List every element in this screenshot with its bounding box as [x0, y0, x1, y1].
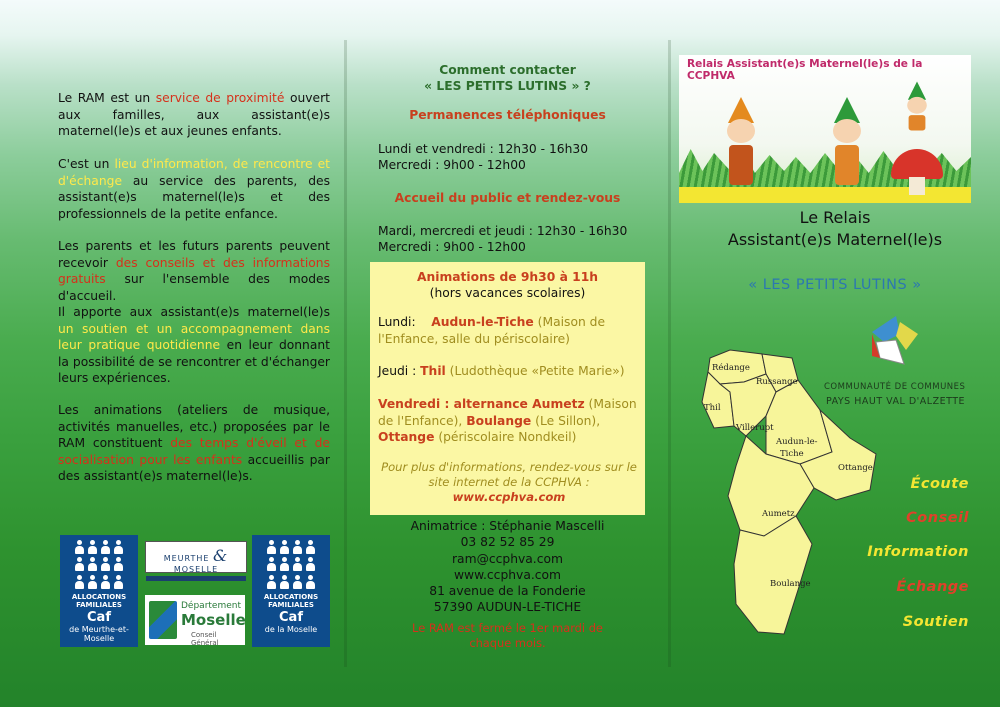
mushroom-illustration — [891, 149, 943, 179]
website-link[interactable]: www.ccphva.com — [452, 490, 566, 504]
address-street: 81 avenue de la Fonderie — [429, 584, 586, 599]
middle-panel — [345, 0, 670, 707]
petits-lutins-title: « LES PETITS LUTINS » — [748, 277, 922, 293]
left-panel — [0, 0, 345, 707]
communes-map — [700, 340, 880, 640]
departement-moselle-logo: Département Moselle Conseil Général — [145, 595, 245, 645]
contact-subtitle: « LES PETITS LUTINS » ? — [424, 79, 591, 93]
map-label: Audun-le- — [776, 437, 818, 447]
map-label: Tiche — [780, 449, 804, 459]
email-link[interactable]: ram@ccphva.com — [452, 551, 563, 566]
value-word: Écoute — [910, 476, 969, 492]
relais-title: Le Relais — [799, 208, 871, 227]
animations-paragraph: Les animations (ateliers de musique, activités manuelles, etc.) proposées par le RAM constituent des temps d'éveil et de socialisation pour les enfants accueillis par des assistant(e)s maternel(le)s. — [58, 403, 330, 484]
closure-notice: Le RAM est fermé le 1er mardi de chaque mois. — [412, 621, 603, 650]
animation-monday: Lundi: Audun-le-Tiche (Maison de l'Enfance, salle du périscolaire) — [378, 315, 606, 346]
banner-title: Relais Assistant(e)s Maternel(le)s de la CCPHVA — [687, 58, 923, 82]
value-word: Échange — [896, 579, 969, 595]
phone-number[interactable]: 03 82 52 85 29 — [460, 535, 555, 550]
meurthe-moselle-logo: MEURTHE & MOSELLE — [145, 541, 247, 573]
animations-box — [370, 262, 645, 515]
phone-hours-heading: Permanences téléphoniques — [409, 108, 606, 122]
public-hours-heading: Accueil du public et rendez-vous — [394, 191, 621, 205]
partner-logos — [60, 535, 332, 650]
elf-illustration — [907, 82, 927, 131]
elf-illustration — [833, 97, 861, 185]
value-word: Information — [867, 544, 969, 560]
family-figures-icon — [70, 540, 128, 590]
map-label: Villerupt — [736, 423, 774, 433]
cc-name-line2: PAYS HAUT VAL D'ALZETTE — [826, 396, 966, 407]
address-city: 57390 AUDUN-LE-TICHE — [433, 600, 582, 615]
value-word: Conseil — [906, 510, 969, 526]
website-link[interactable]: www.ccphva.com — [453, 567, 562, 582]
elf-illustration — [727, 97, 755, 185]
map-label: Boulange — [770, 579, 811, 589]
caf-moselle-logo: ALLOCATIONS FAMILIALES Caf de la Moselle — [252, 535, 330, 647]
contact-block — [345, 518, 670, 616]
right-panel — [670, 0, 1000, 707]
cc-name-line1: COMMUNAUTÉ DE COMMUNES — [824, 382, 966, 392]
relais-subtitle: Assistant(e)s Maternel(le)s — [727, 230, 943, 249]
map-label: Rédange — [712, 363, 750, 373]
public-hours-line: Mardi, mercredi et jeudi : 12h30 - 16h30 — [378, 224, 628, 238]
phone-hours-line: Lundi et vendredi : 12h30 - 16h30 — [378, 142, 589, 156]
animations-subtitle: (hors vacances scolaires) — [429, 286, 586, 300]
animation-thursday: Jeudi : Thil (Ludothèque «Petite Marie») — [378, 364, 625, 378]
map-label: Aumetz — [762, 509, 795, 519]
animations-title: Animations de 9h30 à 11h — [416, 270, 599, 284]
moselle-emblem-icon — [149, 601, 177, 639]
intro-paragraph: Le RAM est un service de proximité ouvert aux familles, aux assistant(e)s maternel(le)s et aux jeunes enfants. — [58, 91, 330, 139]
value-word: Soutien — [902, 614, 969, 630]
map-label: Thil — [704, 403, 721, 413]
more-info-text: Pour plus d'informations, rendez-vous sur le site internet de la CCPHVA : www.ccphva.com — [381, 460, 637, 504]
coordinator-name: Animatrice : Stéphanie Mascelli — [410, 519, 605, 533]
caf-meurthe-logo: ALLOCATIONS FAMILIALES Caf de Meurthe-et-Moselle — [60, 535, 138, 647]
info-paragraph: C'est un lieu d'information, de rencontre et d'échange au service des parents, des assistant(e)s maternel(le)s et des professionnels de la petite enfance. — [58, 157, 331, 221]
map-label: Ottange — [838, 463, 873, 473]
phone-hours-line: Mercredi : 9h00 - 12h00 — [378, 158, 526, 172]
animation-friday: Vendredi : alternance Aumetz (Maison de l'Enfance), Boulange (Le Sillon), Ottange (périscolaire Nondkeil) — [378, 397, 637, 444]
public-hours-line: Mercredi : 9h00 - 12h00 — [378, 240, 526, 254]
elves-banner — [679, 55, 971, 203]
contact-title: Comment contacter — [439, 63, 576, 77]
family-figures-icon — [262, 540, 320, 590]
map-label: Russange — [756, 377, 798, 387]
support-paragraph: Il apporte aux assistant(e)s maternel(le)s un soutien et un accompagnement dans leur pratique quotidienne en leur donnant la possibilité de se rencontrer et d'échanger leurs expériences. — [58, 305, 331, 386]
parents-paragraph: Les parents et les futurs parents peuvent recevoir des conseils et des informations gratuits sur l'ensemble des modes d'accueil. — [58, 239, 331, 303]
